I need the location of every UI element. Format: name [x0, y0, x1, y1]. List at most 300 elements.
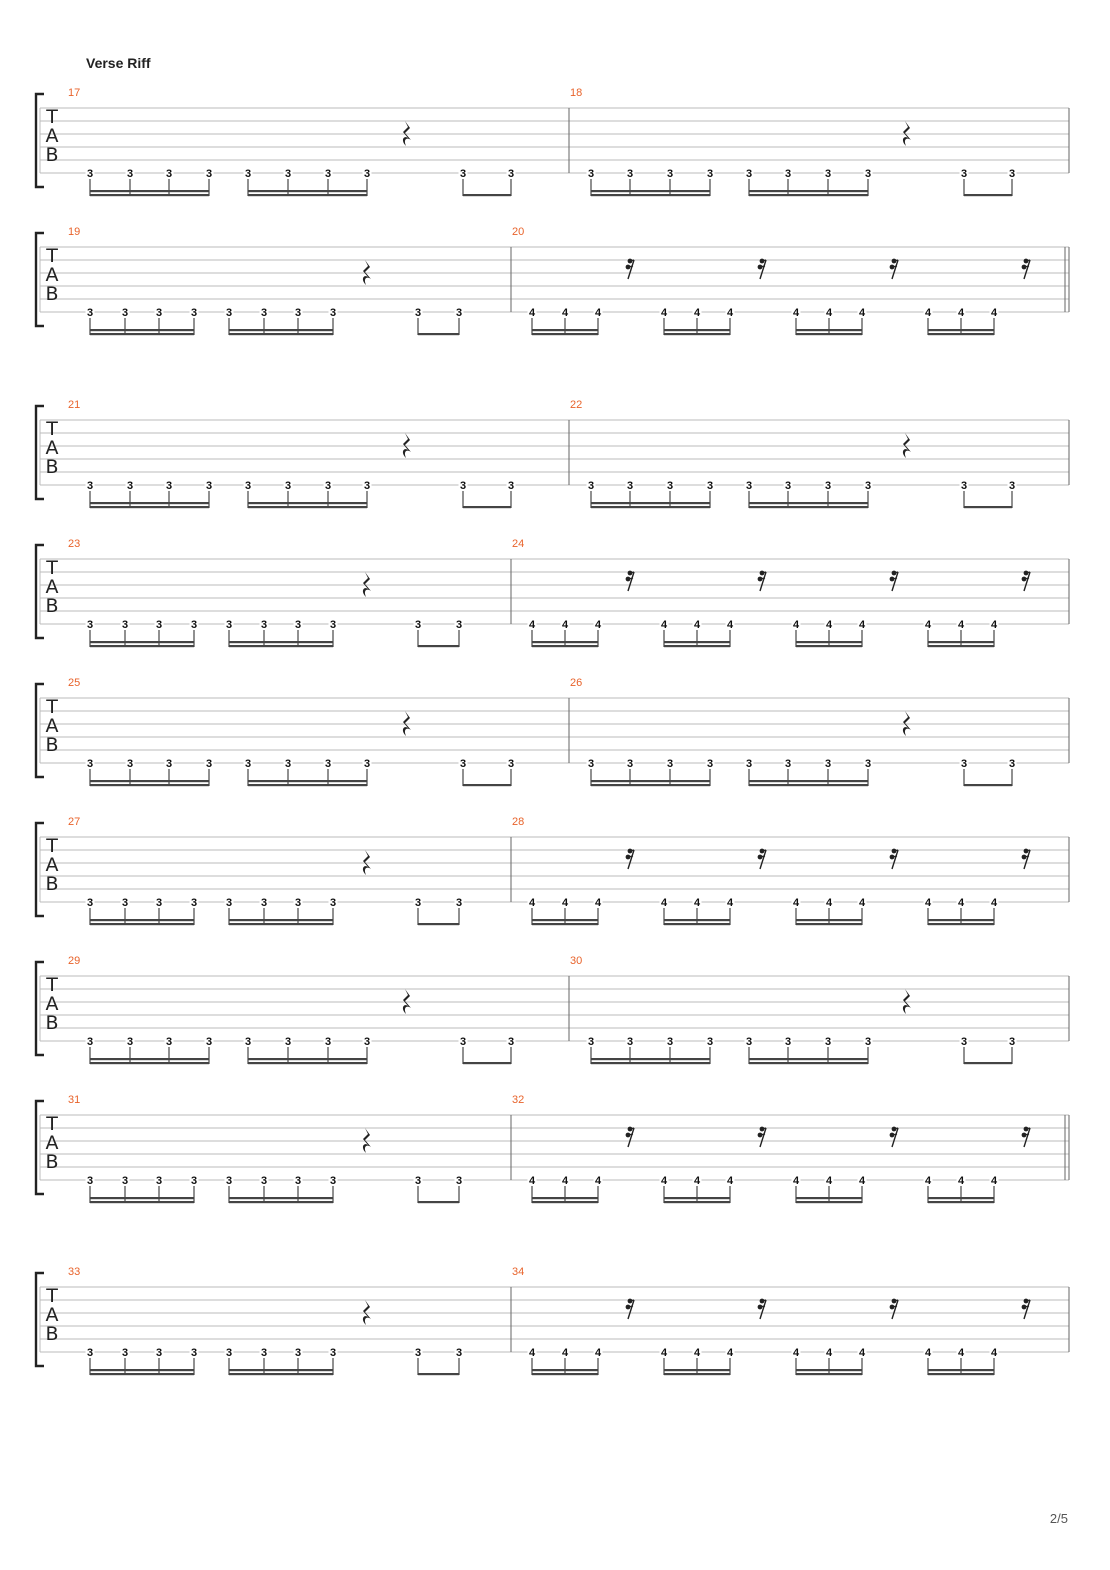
fret-number: 3	[225, 307, 233, 319]
fret-number: 3	[1008, 758, 1016, 770]
sixteenth-rest	[626, 571, 634, 591]
fret-number: 4	[924, 619, 932, 631]
note-beam	[532, 1197, 598, 1199]
tab-note	[1008, 479, 1017, 508]
fret-number: 4	[858, 1347, 866, 1359]
rest-flag	[894, 260, 898, 261]
note-beam	[418, 923, 459, 925]
note-beam	[928, 641, 994, 643]
note-beam	[90, 1058, 209, 1060]
tab-measure	[528, 259, 1031, 336]
note-beam	[532, 645, 598, 647]
fret-number: 3	[706, 480, 714, 492]
fret-number: 3	[121, 1347, 129, 1359]
note-beam	[90, 333, 194, 335]
sixteenth-rest	[626, 849, 634, 869]
fret-number: 3	[745, 1036, 753, 1048]
rest-flag	[1026, 850, 1030, 851]
fret-number: 4	[990, 619, 998, 631]
fret-number: 3	[455, 1347, 463, 1359]
sixteenth-rest	[758, 1299, 766, 1319]
tab-system	[36, 816, 1069, 925]
rest-flag	[628, 1306, 633, 1307]
fret-number: 3	[284, 758, 292, 770]
fret-number: 3	[190, 307, 198, 319]
rest-flag	[630, 850, 634, 851]
fret-number: 4	[792, 897, 800, 909]
fret-number: 3	[1008, 168, 1016, 180]
fret-number: 3	[587, 1036, 595, 1048]
tab-system	[36, 87, 1069, 196]
tab-measure	[587, 433, 1017, 508]
sixteenth-rest	[890, 259, 898, 279]
tab-measure	[86, 121, 516, 196]
tab-clef-letter: B	[45, 456, 59, 478]
sixteenth-rest	[890, 1299, 898, 1319]
fret-number: 3	[666, 1036, 674, 1048]
tab-note	[414, 1174, 423, 1203]
fret-number: 4	[924, 307, 932, 319]
measure-number: 26	[570, 677, 583, 689]
fret-number: 3	[205, 480, 213, 492]
fret-number: 3	[260, 1175, 268, 1187]
fret-number: 4	[693, 619, 701, 631]
rest-flag	[894, 572, 898, 573]
fret-number: 4	[660, 307, 668, 319]
fret-number: 3	[363, 480, 371, 492]
fret-number: 3	[864, 758, 872, 770]
fret-number: 3	[260, 619, 268, 631]
fret-number: 3	[294, 1347, 302, 1359]
note-beam	[229, 333, 333, 335]
rest-flag	[628, 578, 633, 579]
fret-number: 4	[693, 307, 701, 319]
fret-number: 4	[858, 897, 866, 909]
measure-number: 20	[512, 226, 525, 238]
fret-number: 3	[960, 1036, 968, 1048]
note-beam	[532, 1369, 598, 1371]
note-beam	[90, 502, 209, 504]
note-beam	[664, 645, 730, 647]
tab-clef-letter: T	[46, 106, 58, 128]
fret-number: 3	[165, 1036, 173, 1048]
fret-number: 4	[528, 307, 536, 319]
measure-number: 22	[570, 399, 583, 411]
tab-measure	[528, 571, 1031, 648]
tab-system	[36, 1266, 1069, 1375]
note-beam	[418, 645, 459, 647]
note-beam	[749, 194, 868, 196]
fret-number: 4	[924, 1175, 932, 1187]
note-beam	[664, 329, 730, 331]
fret-number: 3	[155, 1175, 163, 1187]
measure-number: 19	[68, 226, 81, 238]
note-beam	[664, 919, 730, 921]
fret-number: 4	[528, 1175, 536, 1187]
fret-number: 3	[626, 758, 634, 770]
measure-number: 31	[68, 1094, 81, 1106]
fret-number: 3	[507, 480, 515, 492]
fret-number: 4	[660, 1347, 668, 1359]
note-beam	[591, 784, 710, 786]
fret-number: 3	[1008, 1036, 1016, 1048]
rest-flag	[892, 578, 897, 579]
fret-number: 4	[924, 897, 932, 909]
fret-number: 4	[957, 619, 965, 631]
sixteenth-rest	[758, 1127, 766, 1147]
fret-number: 4	[561, 897, 569, 909]
rest-flag	[762, 1128, 766, 1129]
tab-clef-letter: A	[45, 993, 59, 1015]
tab-clef-letter: B	[45, 1151, 59, 1173]
tab-note	[459, 1035, 468, 1064]
fret-number: 3	[824, 480, 832, 492]
tab-clef-letter: A	[45, 715, 59, 737]
measure-number: 32	[512, 1094, 525, 1106]
tab-note	[414, 306, 423, 335]
note-beam	[749, 190, 868, 192]
fret-number: 3	[225, 619, 233, 631]
note-beam	[418, 1373, 459, 1375]
page-number: 2/5	[1049, 1511, 1068, 1526]
tab-note	[459, 479, 468, 508]
fret-number: 3	[960, 480, 968, 492]
fret-number: 4	[594, 307, 602, 319]
fret-number: 3	[324, 480, 332, 492]
fret-number: 4	[990, 1347, 998, 1359]
rest-flag	[628, 266, 633, 267]
fret-number: 3	[155, 1347, 163, 1359]
note-beam	[664, 1369, 730, 1371]
note-beam	[229, 1373, 333, 1375]
note-beam	[90, 784, 209, 786]
fret-number: 3	[414, 1347, 422, 1359]
note-beam	[664, 1197, 730, 1199]
sixteenth-rest	[758, 259, 766, 279]
fret-number: 3	[666, 480, 674, 492]
fret-number: 4	[726, 1347, 734, 1359]
fret-number: 3	[587, 168, 595, 180]
measure-number: 27	[68, 816, 81, 828]
note-beam	[964, 784, 1012, 786]
fret-number: 3	[706, 168, 714, 180]
note-beam	[463, 784, 511, 786]
fret-number: 3	[329, 1347, 337, 1359]
note-beam	[928, 329, 994, 331]
measure-number: 21	[68, 399, 81, 411]
fret-number: 3	[507, 168, 515, 180]
fret-number: 3	[165, 480, 173, 492]
fret-number: 3	[1008, 480, 1016, 492]
note-beam	[90, 645, 194, 647]
tab-clef-letter: T	[46, 557, 58, 579]
rest-flag	[630, 1300, 634, 1301]
sixteenth-rest	[626, 259, 634, 279]
fret-number: 3	[459, 168, 467, 180]
note-beam	[928, 1369, 994, 1371]
note-beam	[591, 1058, 710, 1060]
tab-measure	[528, 1127, 1031, 1204]
sixteenth-rest	[758, 849, 766, 869]
rest-flag	[894, 1300, 898, 1301]
tab-measure	[86, 1300, 464, 1375]
fret-number: 4	[990, 1175, 998, 1187]
rest-flag	[1024, 266, 1029, 267]
note-beam	[90, 506, 209, 508]
sixteenth-rest	[626, 1299, 634, 1319]
rest-flag	[762, 1300, 766, 1301]
note-beam	[229, 329, 333, 331]
fret-number: 3	[190, 1347, 198, 1359]
fret-number: 3	[294, 619, 302, 631]
fret-number: 3	[784, 758, 792, 770]
tab-clef-letter: T	[46, 245, 58, 267]
tab-clef-letter: B	[45, 144, 59, 166]
note-beam	[591, 506, 710, 508]
rest-flag	[630, 260, 634, 261]
tab-note	[455, 306, 464, 335]
tab-measure	[86, 850, 464, 925]
tab-measure	[528, 849, 1031, 926]
note-beam	[664, 333, 730, 335]
sixteenth-rest	[1022, 1299, 1030, 1319]
note-beam	[664, 1201, 730, 1203]
fret-number: 4	[924, 1347, 932, 1359]
fret-number: 3	[626, 480, 634, 492]
tab-clef-letter: T	[46, 1113, 58, 1135]
fret-number: 4	[957, 897, 965, 909]
note-beam	[229, 1369, 333, 1371]
rest-flag	[628, 1134, 633, 1135]
fret-number: 4	[990, 897, 998, 909]
fret-number: 3	[121, 619, 129, 631]
note-beam	[796, 923, 862, 925]
fret-number: 4	[693, 1175, 701, 1187]
tab-measure	[528, 1299, 1031, 1376]
fret-number: 3	[86, 1175, 94, 1187]
fret-number: 3	[784, 168, 792, 180]
rest-flag	[1024, 1306, 1029, 1307]
note-beam	[532, 1373, 598, 1375]
note-beam	[90, 194, 209, 196]
fret-number: 3	[784, 480, 792, 492]
note-beam	[591, 502, 710, 504]
note-beam	[229, 1201, 333, 1203]
measure-number: 30	[570, 955, 583, 967]
note-beam	[248, 1062, 367, 1064]
tab-measure	[587, 989, 1017, 1064]
tab-clef-letter: T	[46, 696, 58, 718]
fret-number: 3	[626, 168, 634, 180]
note-beam	[90, 923, 194, 925]
tab-system	[36, 399, 1069, 508]
fret-number: 3	[260, 307, 268, 319]
tab-clef-letter: T	[46, 418, 58, 440]
tab-measure	[86, 711, 516, 786]
section-title: Verse Riff	[86, 55, 151, 71]
note-beam	[90, 1369, 194, 1371]
fret-number: 3	[284, 1036, 292, 1048]
fret-number: 3	[745, 168, 753, 180]
tab-note	[414, 1346, 423, 1375]
fret-number: 3	[329, 619, 337, 631]
fret-number: 3	[86, 897, 94, 909]
note-beam	[928, 1197, 994, 1199]
measure-number: 24	[512, 538, 525, 550]
fret-number: 3	[329, 897, 337, 909]
note-beam	[418, 1201, 459, 1203]
fret-number: 3	[706, 1036, 714, 1048]
tab-note	[455, 896, 464, 925]
tab-measure	[86, 1128, 464, 1203]
note-beam	[796, 645, 862, 647]
fret-number: 3	[190, 1175, 198, 1187]
fret-number: 4	[561, 619, 569, 631]
sixteenth-rest	[758, 571, 766, 591]
rest-flag	[628, 856, 633, 857]
fret-number: 3	[121, 307, 129, 319]
rest-flag	[1024, 578, 1029, 579]
tab-note	[459, 167, 468, 196]
measure-number: 34	[512, 1266, 525, 1278]
fret-number: 3	[745, 758, 753, 770]
tab-measure	[86, 433, 516, 508]
rest-flag	[630, 1128, 634, 1129]
note-beam	[664, 923, 730, 925]
fret-number: 3	[459, 480, 467, 492]
fret-number: 4	[858, 619, 866, 631]
fret-number: 3	[414, 619, 422, 631]
fret-number: 3	[626, 1036, 634, 1048]
fret-number: 4	[594, 1347, 602, 1359]
fret-number: 4	[726, 897, 734, 909]
note-beam	[591, 1062, 710, 1064]
note-beam	[796, 1373, 862, 1375]
fret-number: 3	[455, 307, 463, 319]
tab-measure	[587, 711, 1017, 786]
tab-clef-letter: T	[46, 835, 58, 857]
note-beam	[964, 194, 1012, 196]
fret-number: 4	[792, 307, 800, 319]
fret-number: 3	[225, 897, 233, 909]
note-beam	[463, 506, 511, 508]
note-beam	[749, 1058, 868, 1060]
fret-number: 3	[284, 480, 292, 492]
note-beam	[749, 780, 868, 782]
fret-number: 3	[86, 168, 94, 180]
fret-number: 3	[459, 1036, 467, 1048]
fret-number: 4	[957, 1175, 965, 1187]
rest-flag	[1024, 1134, 1029, 1135]
fret-number: 4	[726, 619, 734, 631]
fret-number: 3	[155, 897, 163, 909]
fret-number: 3	[824, 1036, 832, 1048]
fret-number: 3	[294, 1175, 302, 1187]
note-beam	[90, 329, 194, 331]
note-beam	[90, 190, 209, 192]
fret-number: 4	[561, 307, 569, 319]
fret-number: 3	[294, 307, 302, 319]
note-beam	[591, 194, 710, 196]
fret-number: 4	[858, 1175, 866, 1187]
rest-flag	[1024, 856, 1029, 857]
rest-flag	[894, 1128, 898, 1129]
note-beam	[928, 333, 994, 335]
fret-number: 3	[455, 619, 463, 631]
note-beam	[964, 506, 1012, 508]
rest-flag	[760, 1134, 765, 1135]
rest-flag	[760, 266, 765, 267]
rest-flag	[892, 266, 897, 267]
note-beam	[749, 506, 868, 508]
tab-clef-letter: A	[45, 854, 59, 876]
rest-flag	[630, 572, 634, 573]
tab-clef-letter: A	[45, 576, 59, 598]
fret-number: 3	[864, 1036, 872, 1048]
note-beam	[229, 645, 333, 647]
note-beam	[248, 780, 367, 782]
fret-number: 3	[121, 1175, 129, 1187]
fret-number: 3	[824, 168, 832, 180]
fret-number: 4	[693, 1347, 701, 1359]
note-beam	[664, 1373, 730, 1375]
note-beam	[928, 1201, 994, 1203]
fret-number: 3	[294, 897, 302, 909]
note-beam	[90, 1197, 194, 1199]
fret-number: 3	[587, 758, 595, 770]
fret-number: 3	[864, 168, 872, 180]
tab-note	[960, 757, 969, 786]
fret-number: 4	[528, 1347, 536, 1359]
tab-system	[36, 677, 1069, 786]
fret-number: 3	[225, 1347, 233, 1359]
fret-number: 4	[825, 619, 833, 631]
fret-number: 4	[561, 1175, 569, 1187]
note-beam	[591, 780, 710, 782]
fret-number: 3	[86, 758, 94, 770]
fret-number: 3	[244, 480, 252, 492]
tab-note	[507, 757, 516, 786]
tab-clef-letter: B	[45, 595, 59, 617]
tab-note	[1008, 757, 1017, 786]
note-beam	[749, 502, 868, 504]
note-beam	[90, 1373, 194, 1375]
fret-number: 3	[363, 758, 371, 770]
fret-number: 3	[86, 1036, 94, 1048]
note-beam	[90, 1062, 209, 1064]
fret-number: 3	[244, 1036, 252, 1048]
measure-number: 29	[68, 955, 81, 967]
note-beam	[532, 923, 598, 925]
fret-number: 3	[86, 619, 94, 631]
fret-number: 3	[225, 1175, 233, 1187]
tab-measure	[587, 121, 1017, 196]
note-beam	[248, 506, 367, 508]
rest-flag	[760, 856, 765, 857]
tab-note	[507, 167, 516, 196]
fret-number: 4	[528, 897, 536, 909]
fret-number: 3	[363, 168, 371, 180]
tab-clef-letter: A	[45, 264, 59, 286]
fret-number: 3	[587, 480, 595, 492]
tab-system	[36, 538, 1069, 647]
note-beam	[964, 1062, 1012, 1064]
fret-number: 3	[329, 1175, 337, 1187]
tab-note	[455, 618, 464, 647]
tab-note	[1008, 167, 1017, 196]
measure-number: 28	[512, 816, 525, 828]
note-beam	[248, 502, 367, 504]
